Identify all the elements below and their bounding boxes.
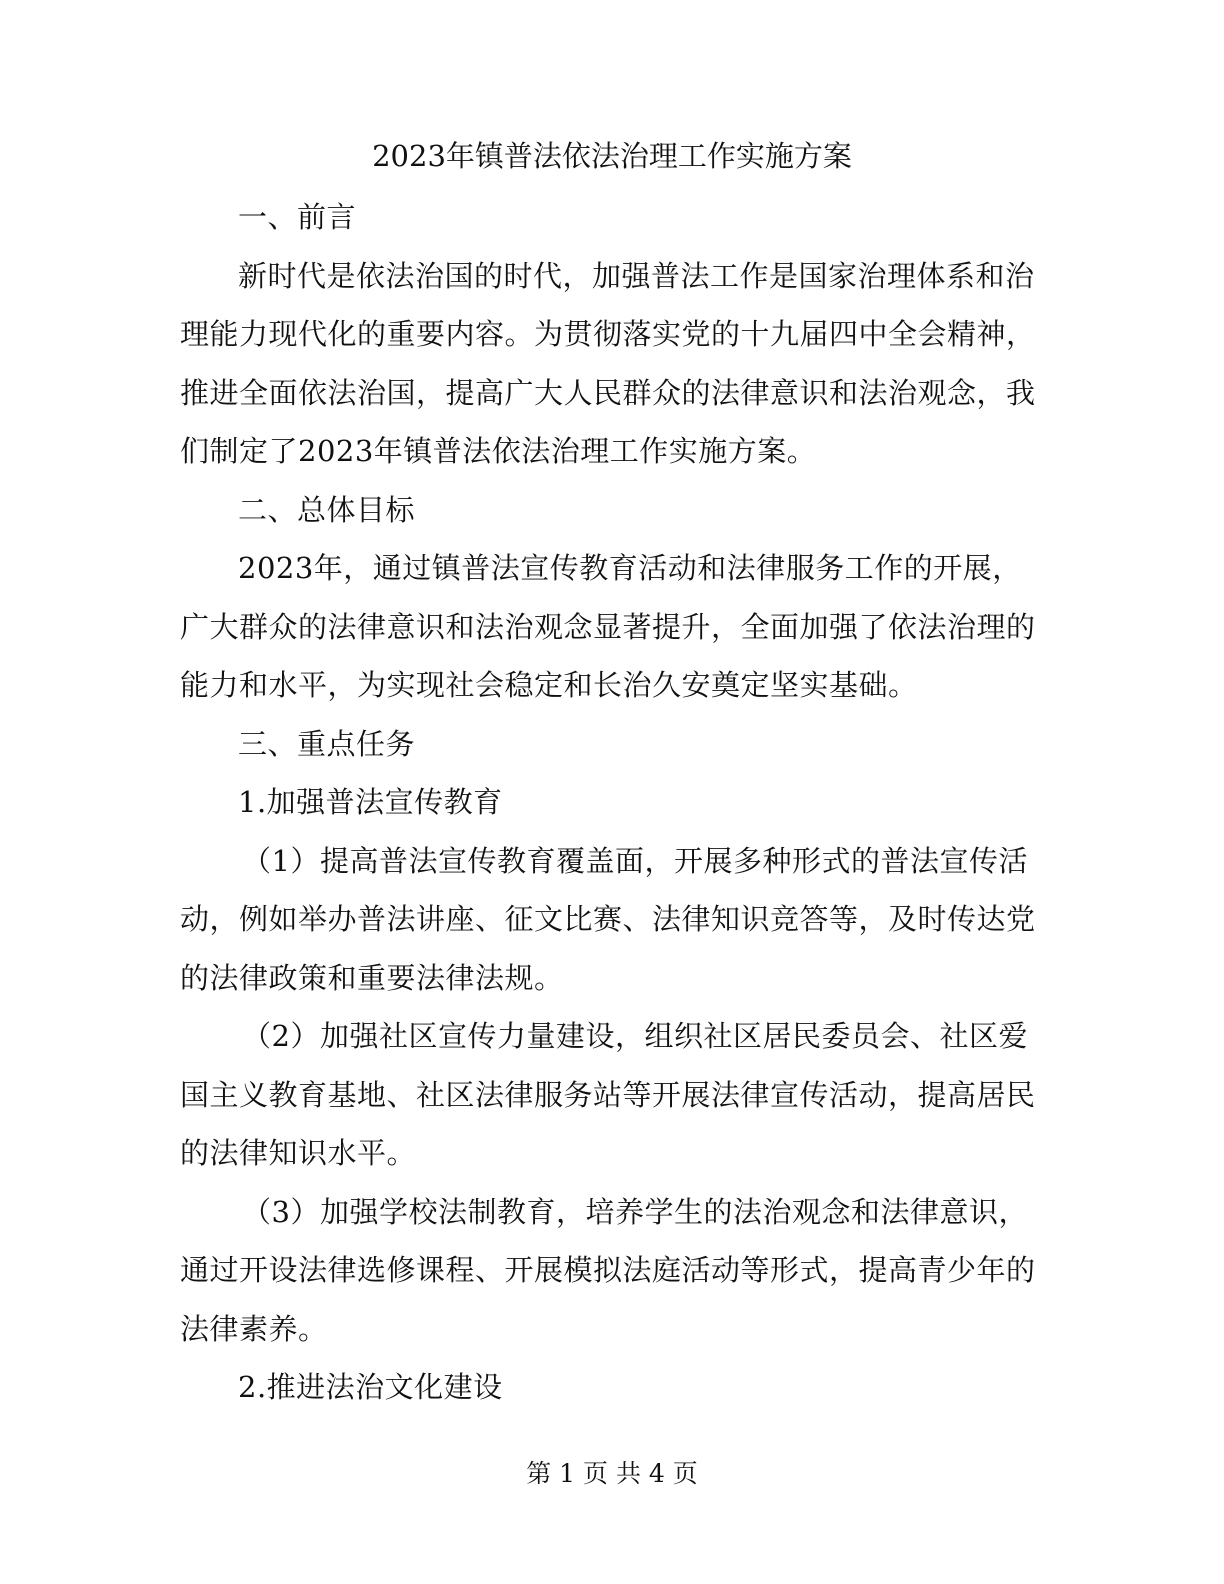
section-heading-preface: 一、前言 [238,200,357,234]
document-body [180,188,1036,1417]
document-title: 2023年镇普法依法治理工作实施方案 [372,139,852,173]
paragraph-goals: 2023年，通过镇普法宣传教育活动和法律服务工作的开展，广大群众的法律意识和法治观念显著提升，全面加强了依法治理的能力和水平，为实现社会稳定和长治久安奠定坚实基础。 [180,551,1036,702]
page-footer: 第 1 页 共 4 页 [526,1459,698,1488]
task-item-1-2: （2）加强社区宣传力量建设，组织社区居民委员会、社区爱国主义教育基地、社区法律服务站等开展法律宣传活动，提高居民的法律知识水平。 [180,1019,1036,1170]
task-item-1-3: （3）加强学校法制教育，培养学生的法治观念和法律意识，通过开设法律选修课程、开展模拟法庭活动等形式，提高青少年的法律素养。 [180,1194,1036,1346]
task-heading-1: 1.加强普法宣传教育 [238,785,503,819]
task-heading-2: 2.推进法治文化建设 [238,1370,503,1404]
section-heading-tasks: 三、重点任务 [238,726,416,761]
task-item-1-1: （1）提高普法宣传教育覆盖面，开展多种形式的普法宣传活动，例如举办普法讲座、征文比赛、法律知识竞答等，及时传达党的法律政策和重要法律法规。 [180,843,1036,995]
section-heading-goals: 二、总体目标 [238,492,416,527]
paragraph-preface: 新时代是依法治国的时代，加强普法工作是国家治理体系和治理能力现代化的重要内容。为贯彻落实党的十九届四中全会精神，推进全面依法治国，提高广大人民群众的法律意识和法治观念，我们制定了2023年镇普法依法治理工作实施方案。 [180,258,1036,468]
